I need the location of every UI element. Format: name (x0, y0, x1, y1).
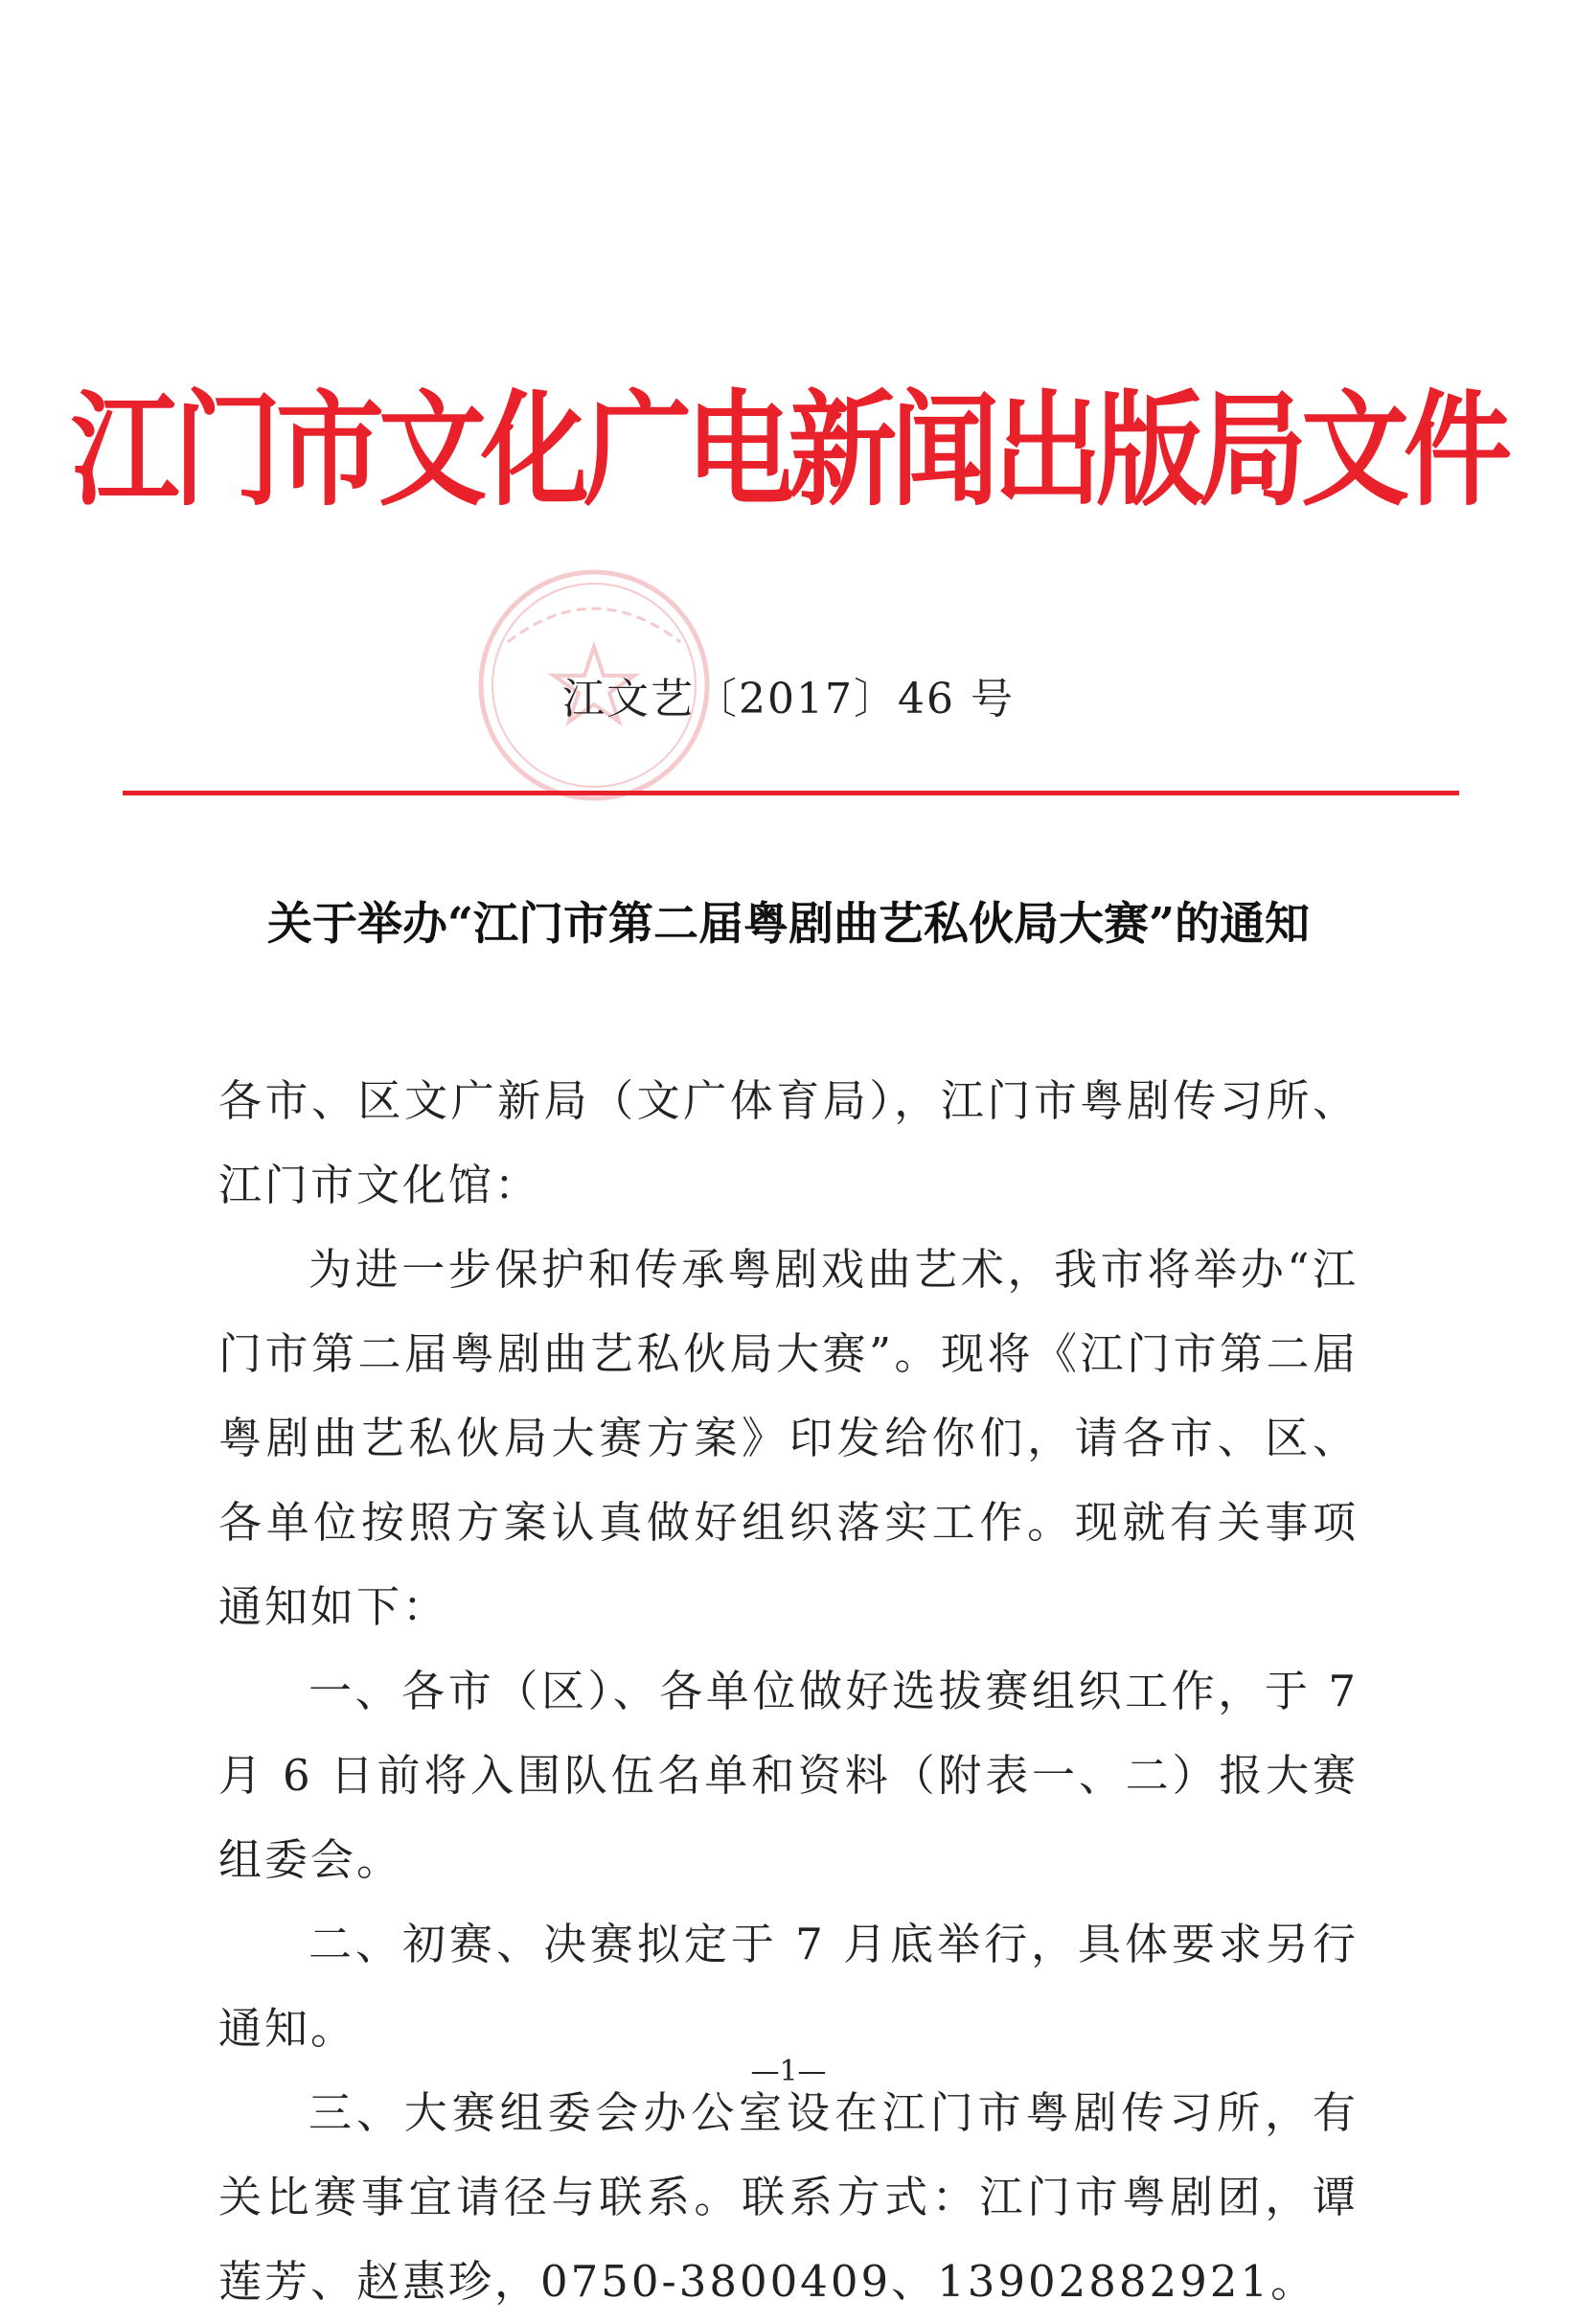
document-number: 江文艺〔2017〕46 号 (562, 675, 1015, 724)
header-divider (123, 791, 1459, 795)
recipients-paragraph: 各市、区文广新局（文广体育局），江门市粤剧传习所、江门市文化馆： (218, 1075, 1359, 1210)
notice-body (218, 1059, 1359, 2324)
document-header-title: 江门市文化广电新闻出版局文件 (71, 376, 1506, 523)
item-3-paragraph: 三、大赛组委会办公室设在江门市粤剧传习所，有关比赛事宜请径与联系。联系方式：江门市粤剧团，谭莲芳、赵惠珍，0750-3800409、13902882921。 (218, 2087, 1359, 2307)
page-number: —1— (750, 2055, 827, 2088)
item-1-paragraph: 一、各市（区）、各单位做好选拔赛组织工作，于 7 月 6 日前将入围队伍名单和资料（附表一、二）报大赛组委会。 (218, 1666, 1359, 1885)
intro-paragraph: 为进一步保护和传承粤剧戏曲艺术，我市将举办“江门市第二届粤剧曲艺私伙局大赛”。现将《江门市第二届粤剧曲艺私伙局大赛方案》印发给你们，请各市、区、各单位按照方案认真做好组织落实工作。现就有关事项通知如下： (218, 1244, 1359, 1632)
item-2-paragraph: 二、初赛、决赛拟定于 7 月底举行，具体要求另行通知。 (218, 1919, 1359, 2054)
notice-title: 关于举办“江门市第二届粤剧曲艺私伙局大赛”的通知 (266, 898, 1311, 951)
